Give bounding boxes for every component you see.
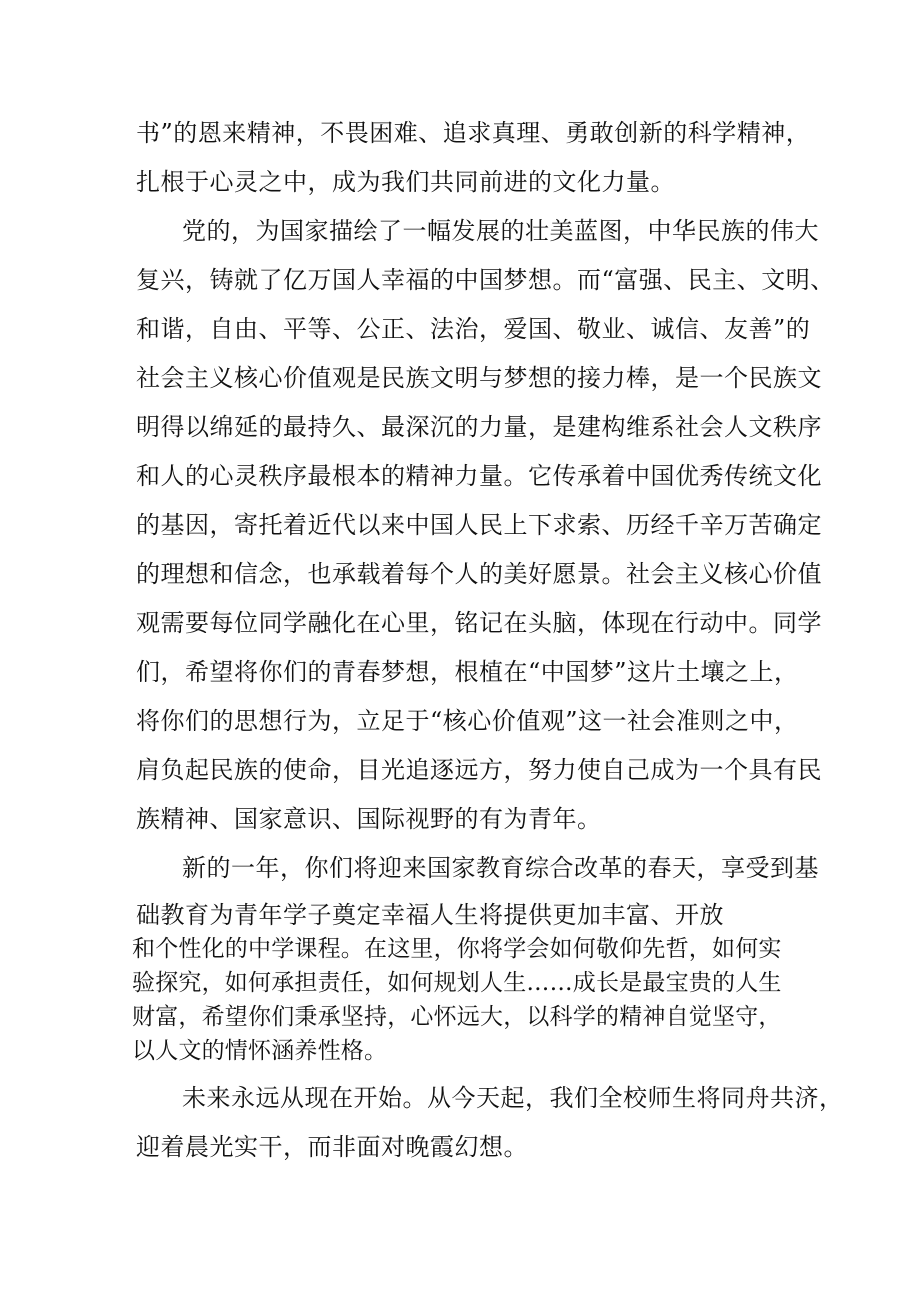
text-line-20: 财富，希望你们秉承坚持，心怀远大，以科学的精神自觉坚守， [132,1004,782,1030]
text-line-4: 复兴，铸就了亿万国人幸福的中国梦想。而“富强、民主、文明、 [136,266,835,294]
text-line-22: 未来永远从现在开始。从今天起，我们全校师生将同舟共济， [182,1084,844,1112]
text-line-16: 新的一年，你们将迎来国家教育综合改革的春天，享受到基 [182,854,819,882]
text-line-18: 和个性化的中学课程。在这里，你将学会如何敬仰先哲，如何实 [132,936,782,962]
text-line-10: 的理想和信念，也承载着每个人的美好愿景。社会主义核心价值 [136,560,822,588]
text-line-14: 肩负起民族的使命，目光追逐远方，努力使自己成为一个具有民 [136,756,822,784]
text-line-7: 明得以绵延的最持久、最深沉的力量，是建构维系社会人文秩序 [136,413,822,441]
text-line-12: 们，希望将你们的青春梦想，根植在“中国梦”这片土壤之上， [136,658,799,686]
text-line-6: 社会主义核心价值观是民族文明与梦想的接力棒，是一个民族文 [136,364,822,392]
text-line-17: 础教育为青年学子奠定幸福人生将提供更加丰富、开放 [136,901,724,929]
text-line-8: 和人的心灵秩序最根本的精神力量。它传承着中国优秀传统文化 [136,462,822,490]
text-line-15: 族精神、国家意识、国际视野的有为青年。 [136,805,602,833]
text-line-21: 以人文的情怀涵养性格。 [132,1038,388,1064]
text-line-5: 和谐，自由、平等、公正、法治，爱国、敬业、诚信、友善”的 [136,315,811,343]
text-line-2: 扎根于心灵之中，成为我们共同前进的文化力量。 [136,168,675,196]
text-line-19: 验探究，如何承担责任，如何规划人生……成长是最宝贵的人生 [132,970,782,996]
text-line-23: 迎着晨光实干，而非面对晚霞幻想。 [136,1133,528,1161]
text-line-9: 的基因，寄托着近代以来中国人民上下求索、历经千辛万苦确定 [136,511,822,539]
text-line-1: 书”的恩来精神，不畏困难、追求真理、勇敢创新的科学精神， [136,119,811,147]
text-line-13: 将你们的思想行为，立足于“核心价值观”这一社会准则之中， [136,707,799,735]
text-line-11: 观需要每位同学融化在心里，铭记在头脑，体现在行动中。同学 [136,609,822,637]
text-line-3: 党的，为国家描绘了一幅发展的壮美蓝图，中华民族的伟大 [182,217,819,245]
